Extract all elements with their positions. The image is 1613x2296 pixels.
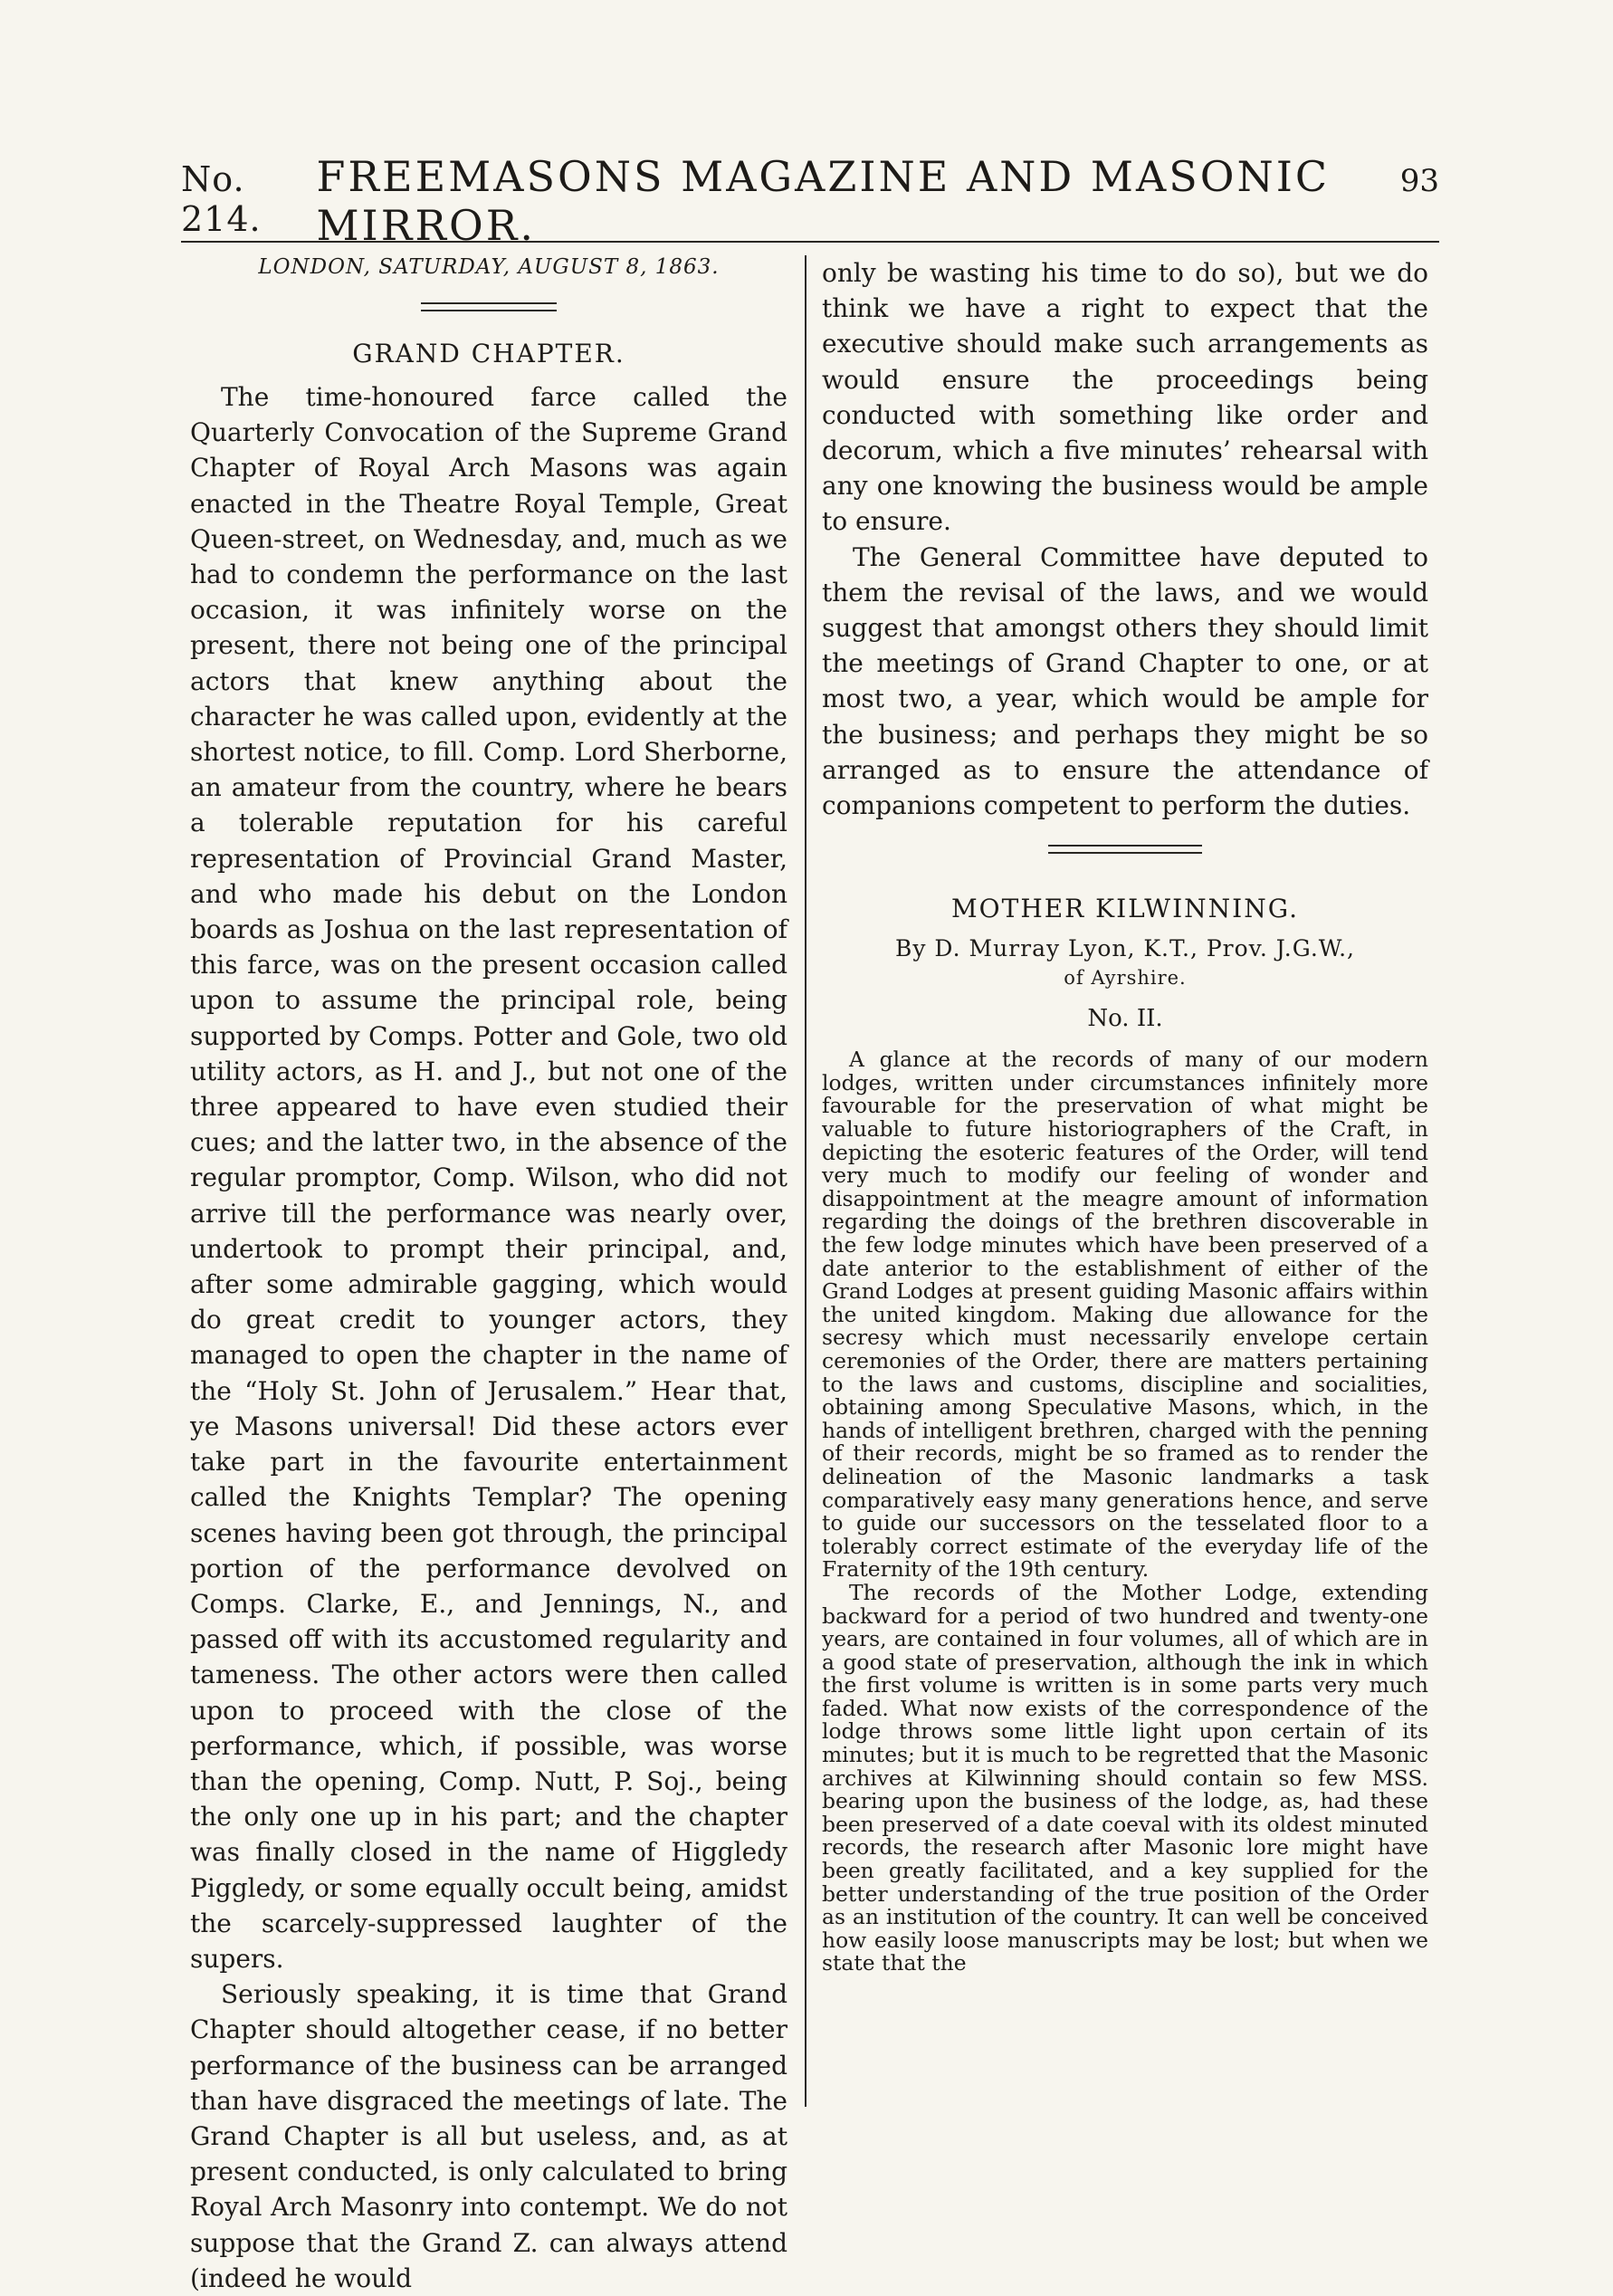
grand-chapter-body [190, 379, 787, 2296]
left-column [190, 255, 787, 2296]
part-number: No. II. [1087, 1005, 1163, 1033]
mother-kilwinning-title: MOTHER KILWINNING. [951, 894, 1299, 924]
article-paragraph: The General Committee have deputed to them the revisal of the laws, and we would suggest that amongst others they should limit the meetings of Grand Chapter to one, or at most two, a year, which would be ample for the business; and perhaps they might be so arranged as to ensure the attendance of companions competent to perform the duties. [822, 541, 1428, 821]
mother-kilwinning-body [822, 1048, 1428, 1976]
byline-province: of Ayrshire. [1064, 967, 1187, 990]
article-paragraph: The records of the Mother Lodge, extending backward for a period of two hundred and twenty-one years, are contained in four volumes, all of which are in a good state of preservation, although the ink in which the first volume is written is in some parts very much faded. What now exists of the correspondence of the lodge throws some little light upon certain of its minutes; but it is much to be regretted that the Masonic archives at Kilwinning should contain so few MSS. bearing upon the business of the lodge, as, had these been preserved of a date coeval with its oldest minuted records, the research after Masonic lore might have been greatly facilitated, and a key supplied for the better understanding of the true position of the Order as an institution of the country. It can well be conceived how easily loose manuscripts may be lost; but when we state that the [822, 1579, 1428, 1976]
column-divider [805, 255, 806, 2107]
double-rule-divider [421, 302, 557, 311]
grand-chapter-title: GRAND CHAPTER. [352, 339, 625, 368]
page-header [181, 152, 1439, 250]
article-paragraph-continued: only be wasting his time to do so), but we do think we have a right to expect that the executive should make such arrangements as would ensure the proceedings being conducted with something like order and decorum, which a five minutes’ rehearsal with any one knowing the business would be ample to ensure. [822, 258, 1428, 537]
byline [822, 934, 1428, 992]
magazine-title: FREEMASONS MAGAZINE AND MASONIC MIRROR. [316, 152, 1331, 250]
article-paragraph: A glance at the records of many of our modern lodges, written under circumstances infinitely more favourable for the preservation of what might be valuable to future historiographers of the Craft, in depicting the esoteric features of the Order, will tend very much to modify our feeling of wonder and disappointment at the meagre amount of information regarding the doings of the brethren discoverable in the few lodge minutes which have been preserved of a date anterior to the establishment of either of the Grand Lodges at present guiding Masonic affairs within the united kingdom. Making due allowance for the secresy which must necessarily envelope certain ceremonies of the Order, there are matters pertaining to the laws and customs, discipline and socialities, obtaining among Speculative Masons, which, in the hands of intelligent brethren, charged with the penning of their records, might be so framed as to render the delineation of the Masonic landmarks a task comparatively easy many generations hence, and serve to guide our successors on the tesselated floor to a tolerably correct estimate of the everyday life of the Fraternity of the 19th century. [822, 1047, 1428, 1583]
double-rule-divider [1048, 845, 1202, 854]
article-paragraph: Seriously speaking, it is time that Grand Chapter should altogether cease, if no better performance of the business can be arranged than have disgraced the meetings of late. The Grand Chapter is all but useless, and, as at present conducted, is only calculated to bring Royal Arch Masonry into contempt. We do not suppose that the Grand Z. can always attend (indeed he would [190, 1979, 787, 2293]
dateline: LONDON, SATURDAY, AUGUST 8, 1863. [258, 255, 720, 279]
article-paragraph: The time-honoured farce called the Quarterly Convocation of the Supreme Grand Chapter of Royal Arch Masons was again enacted in the Theatre Royal Temple, Great Queen-street, on Wednesday, and, much as we had to condemn the performance on the last occasion, it was infinitely worse on the present, there not being one of the principal actors that knew anything about the character he was called upon, evidently at the shortest notice, to fill. Comp. Lord Sherborne, an amateur from the country, where he bears a tolerable reputation for his careful representation of Provincial Grand Master, and who made his debut on the London boards as Joshua on the last representation of this farce, was on the present occasion called upon to assume the principal role, being supported by Comps. Potter and Gole, two old utility actors, as H. and J., but not one of the three appeared to have even studied their cues; and the latter two, in the absence of the regular promptor, Comp. Wilson, who did not arrive till the performance was nearly over, undertook to prompt their principal, and, after some admirable gagging, which would do great credit to younger actors, they managed to open the chapter in the name of the “Holy St. John of Jerusalem.” Hear that, ye Masons universal! Did these actors ever take part in the favourite entertainment called the Knights Templar? The opening scenes having been got through, the principal portion of the performance devolved on Comps. Clarke, E., and Jennings, N., and passed off with its accustomed regularity and tameness. The other actors were then called upon to proceed with the close of the performance, which, if possible, was worse than the opening, Comp. Nutt, P. Soj., being the only one up in his part; and the chapter was finally closed in the name of Higgledy Piggledy, or some equally occult being, amidst the scarcely-suppressed laughter of the supers. [190, 382, 787, 1974]
header-rule [181, 241, 1439, 243]
byline-author: By D. Murray Lyon, K.T., Prov. J.G.W., [894, 935, 1355, 962]
right-column [822, 255, 1428, 1976]
issue-number: No. 214. [181, 159, 262, 239]
grand-chapter-continued [822, 255, 1428, 823]
page-number: 93 [1399, 163, 1439, 199]
